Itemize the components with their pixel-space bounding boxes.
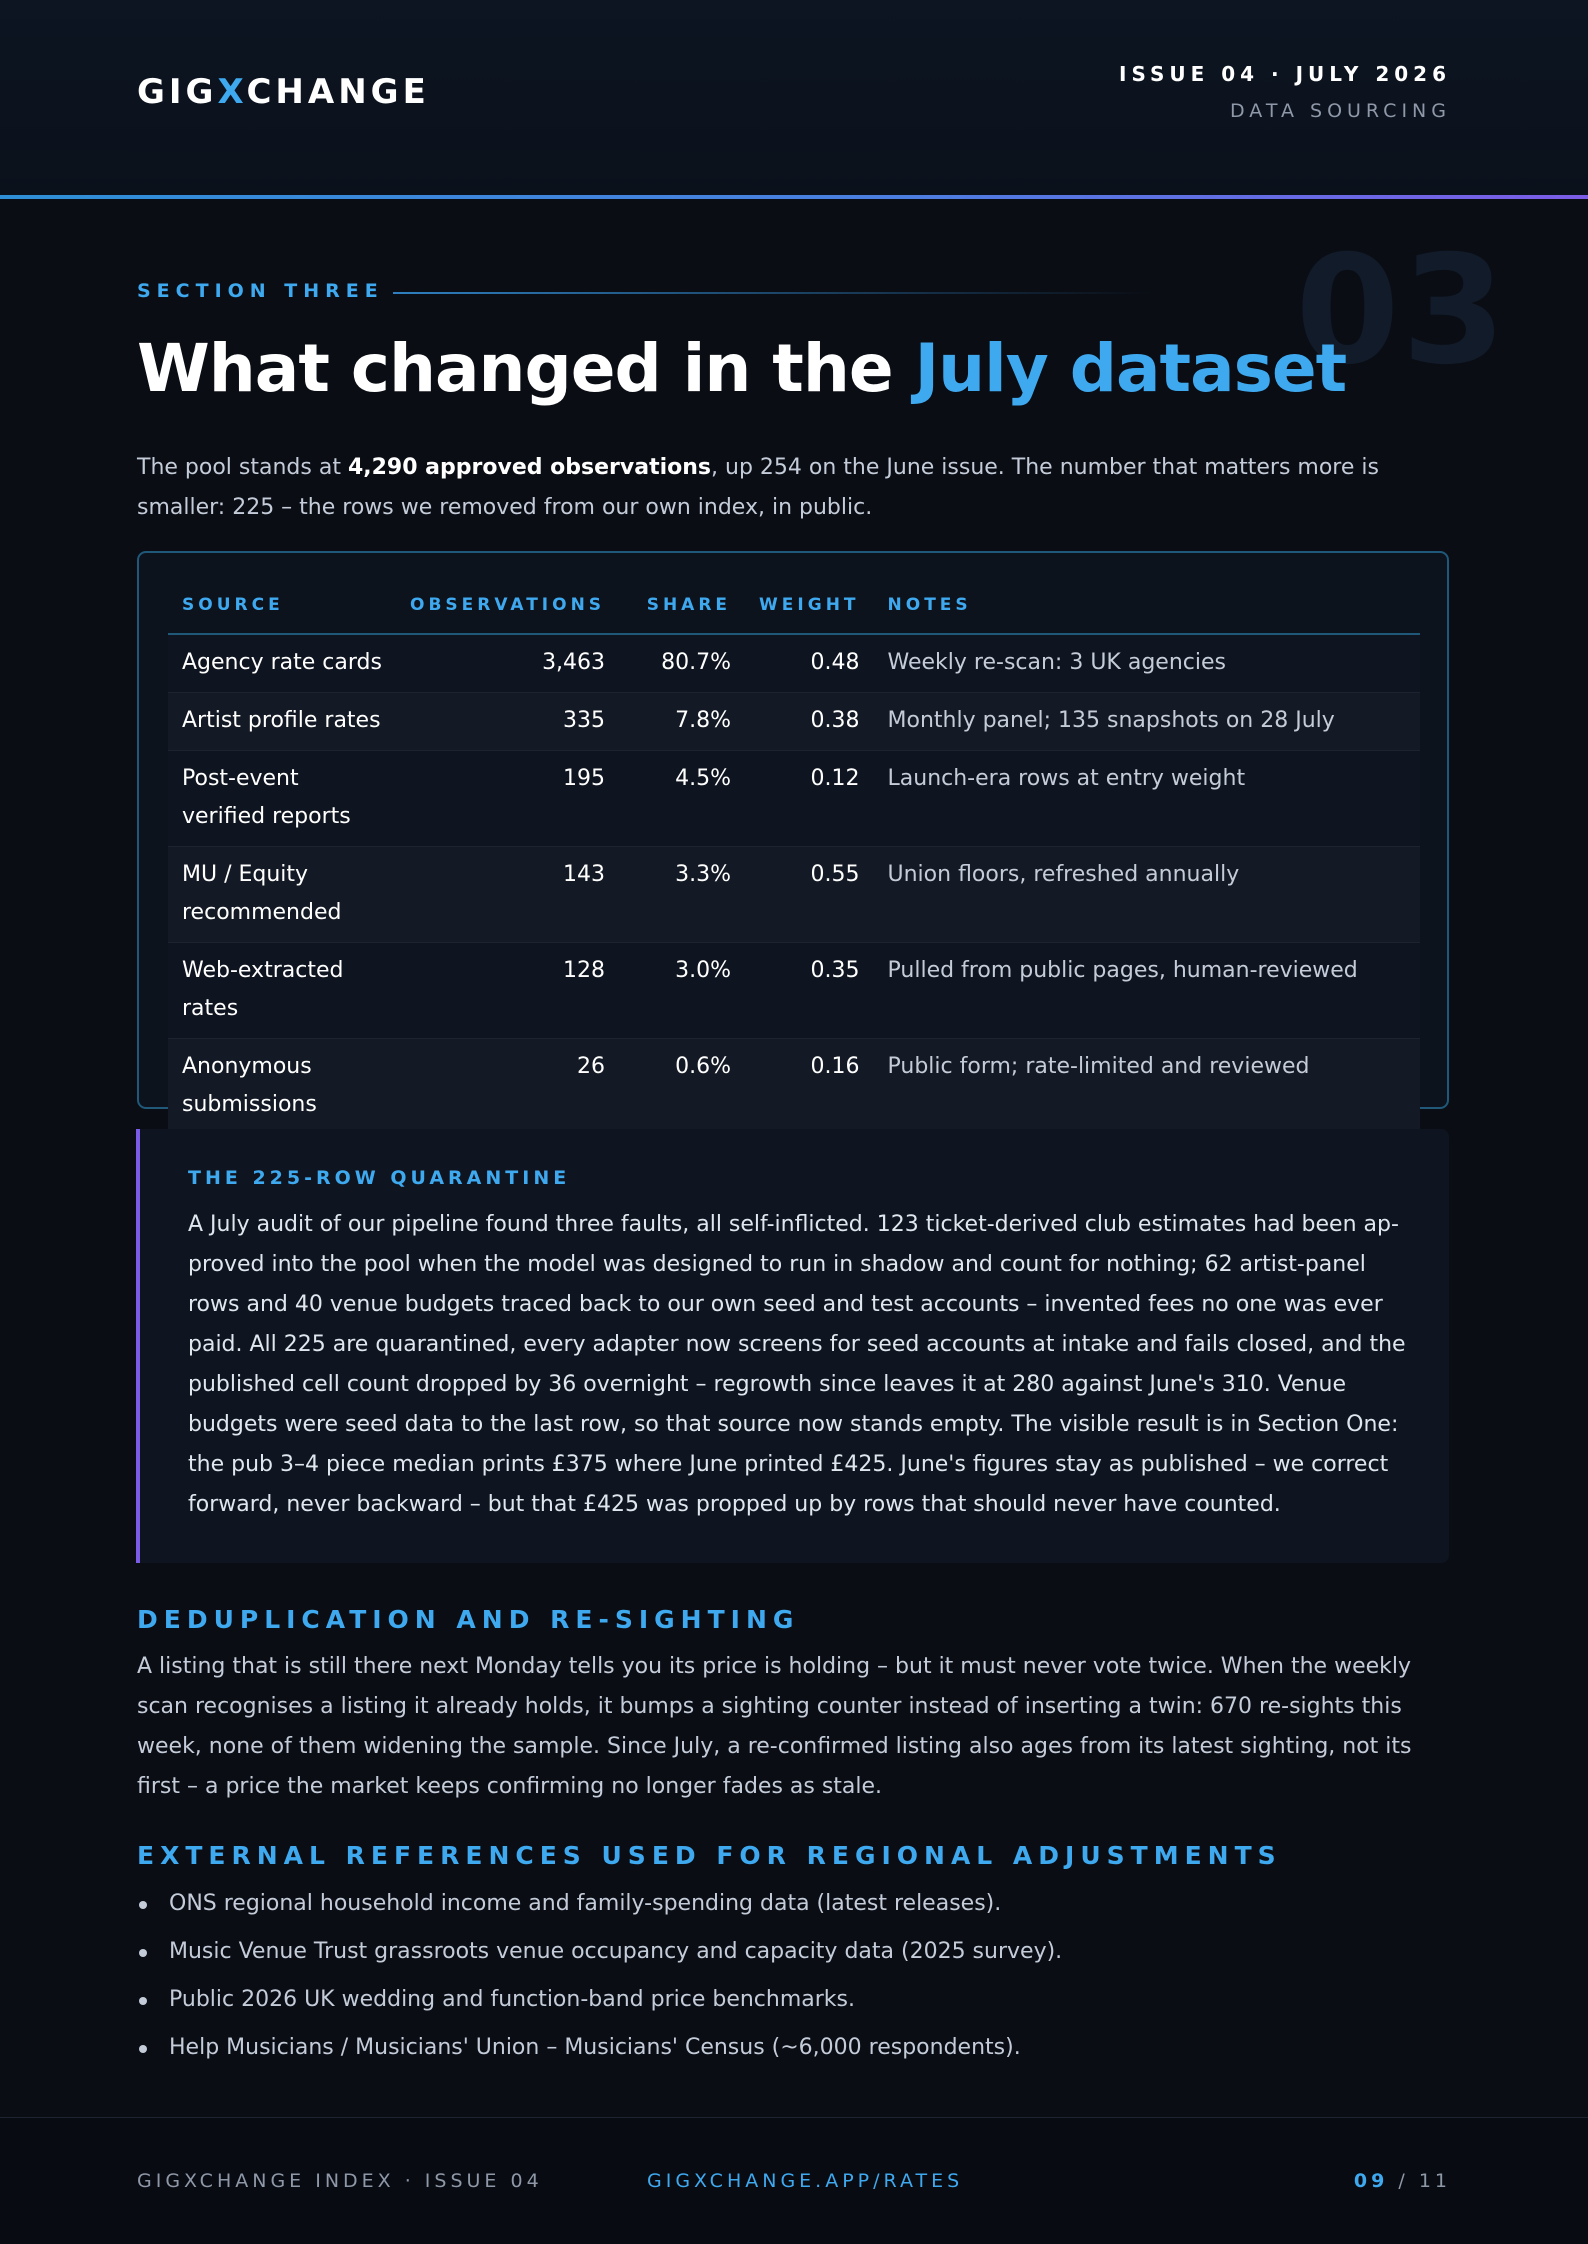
table-row [168, 943, 1420, 1039]
cell-notes: Pulled from public pages, human-reviewed [874, 943, 1420, 1039]
cell-share: 7.8% [619, 693, 745, 751]
cell-source: Anonymous submissions [168, 1039, 396, 1135]
sources-table [168, 577, 1420, 1134]
dedup-heading: DEDUPLICATION AND RE-SIGHTING [137, 1605, 800, 1634]
cell-notes: Launch-era rows at entry weight [874, 751, 1420, 847]
page-title [137, 330, 1346, 407]
col-header-source: SOURCE [168, 577, 396, 634]
section-label-rule [393, 292, 1153, 294]
references-list [137, 1884, 1062, 2076]
table-row [168, 634, 1420, 693]
cell-source: Artist profile rates [168, 693, 396, 751]
cell-share: 80.7% [619, 634, 745, 693]
reference-text: Music Venue Trust grassroots venue occupancy and capacity data (2025 survey). [169, 1939, 1063, 1964]
list-item [137, 2028, 1062, 2076]
logo-text-x: X [217, 72, 247, 112]
cell-source: MU / Equity recommended [168, 847, 396, 943]
cell-source: Web-extracted rates [168, 943, 396, 1039]
references-heading: EXTERNAL REFERENCES USED FOR REGIONAL ADJUSTMENTS [137, 1841, 1282, 1870]
issue-label: ISSUE 04 · JULY 2026 [1119, 62, 1451, 86]
page-total: 11 [1418, 2170, 1451, 2192]
footer-publication: GIGXCHANGE INDEX · ISSUE 04 [137, 2170, 543, 2192]
cell-observations: 195 [396, 751, 619, 847]
table-row [168, 693, 1420, 751]
page-indicator [1354, 2170, 1451, 2192]
intro-text-end: , up 254 on the June issue. The number that matters more is smaller: 225 – the rows we removed from our own index, in public. [137, 455, 1379, 520]
cell-notes: Public form; rate-limited and reviewed [874, 1039, 1420, 1135]
cell-weight: 0.35 [745, 943, 873, 1039]
cell-share: 0.6% [619, 1039, 745, 1135]
cell-share: 3.3% [619, 847, 745, 943]
intro-highlight: 4,290 approved observations [347, 455, 712, 480]
dedup-paragraph: A listing that is still there next Monday tells you its price is holding – but it must never vote twice. When the weekly scan recognises a listing it already holds, it bumps a sighting counter instead of inserting a twin: 670 re-sights this week, none of them widening the sample. Since July, a re-confirmed listing also ages from its latest sighting, not its first – a price the market keeps confirming no longer fades as stale. [137, 1654, 1412, 1799]
logo-text-gig: GIG [137, 72, 218, 112]
cell-share: 4.5% [619, 751, 745, 847]
table-row [168, 751, 1420, 847]
list-item [137, 1980, 1062, 2028]
bullet-icon [139, 1949, 147, 1957]
reference-text: Help Musicians / Musicians' Union – Musicians' Census (~6,000 respondents). [169, 2035, 1021, 2060]
header-divider [0, 195, 1588, 199]
section-label: SECTION THREE [137, 280, 384, 302]
reference-text: ONS regional household income and family-spending data (latest releases). [169, 1891, 1002, 1916]
page-separator: / [1388, 2170, 1419, 2192]
col-header-weight: WEIGHT [745, 577, 873, 634]
cell-weight: 0.12 [745, 751, 873, 847]
table-row [168, 1039, 1420, 1135]
list-item [137, 1932, 1062, 1980]
section-number-watermark: 03 [1295, 224, 1508, 398]
col-header-observations: OBSERVATIONS [396, 577, 619, 634]
callout-heading: THE 225-ROW QUARANTINE [188, 1167, 571, 1189]
col-header-notes: NOTES [874, 577, 1420, 634]
cell-source: Post-event verified reports [168, 751, 396, 847]
cell-weight: 0.55 [745, 847, 873, 943]
title-plain: What changed in the [137, 330, 915, 407]
cell-weight: 0.38 [745, 693, 873, 751]
title-accent: July dataset [914, 330, 1347, 407]
bullet-icon [139, 1901, 147, 1909]
cell-weight: 0.16 [745, 1039, 873, 1135]
intro-text-start: The pool stands at [137, 455, 348, 480]
cell-observations: 26 [396, 1039, 619, 1135]
cell-notes: Union floors, refreshed annually [874, 847, 1420, 943]
cell-source: Agency rate cards [168, 634, 396, 693]
bullet-icon [139, 2045, 147, 2053]
logo-text-change: CHANGE [246, 72, 430, 112]
bullet-icon [139, 1997, 147, 2005]
intro-paragraph [137, 448, 1457, 528]
cell-notes: Monthly panel; 135 snapshots on 28 July [874, 693, 1420, 751]
cell-weight: 0.48 [745, 634, 873, 693]
issue-subtitle: DATA SOURCING [1230, 100, 1451, 122]
table-row [168, 847, 1420, 943]
cell-observations: 335 [396, 693, 619, 751]
cell-observations: 3,463 [396, 634, 619, 693]
callout-body: A July audit of our pipeline found three faults, all self-inflicted. 123 ticket-derived club estimates had been approved into the pool when the model was designed to run in shadow and count for nothing; 62 artist-panel rows and 40 venue budgets traced back to our own seed and test accounts – invented fees no one was ever paid. All 225 are quarantined, every adapter now screens for seed accounts at intake and fails closed, and the published cell count dropped by 36 overnight – regrowth since leaves it at 280 against June's 310. Venue budgets were seed data to the last row, so that source now stands empty. The visible result is in Section One: the pub 3–4 piece median prints £375 where June printed £425. June's figures stay as published – we correct forward, never backward – but that £425 was propped up by rows that should never have counted. [188, 1212, 1406, 1517]
sources-table-card [137, 551, 1449, 1117]
list-item [137, 1884, 1062, 1932]
page-current: 09 [1353, 2170, 1389, 2192]
cell-notes: Weekly re-scan: 3 UK agencies [874, 634, 1420, 693]
table-header-row [168, 577, 1420, 634]
cell-observations: 143 [396, 847, 619, 943]
quarantine-callout [136, 1129, 1449, 1563]
reference-text: Public 2026 UK wedding and function-band price benchmarks. [169, 1987, 855, 2012]
brand-logo [137, 72, 430, 112]
footer-link[interactable]: GIGXCHANGE.APP/RATES [647, 2170, 964, 2192]
cell-share: 3.0% [619, 943, 745, 1039]
cell-observations: 128 [396, 943, 619, 1039]
col-header-share: SHARE [619, 577, 745, 634]
